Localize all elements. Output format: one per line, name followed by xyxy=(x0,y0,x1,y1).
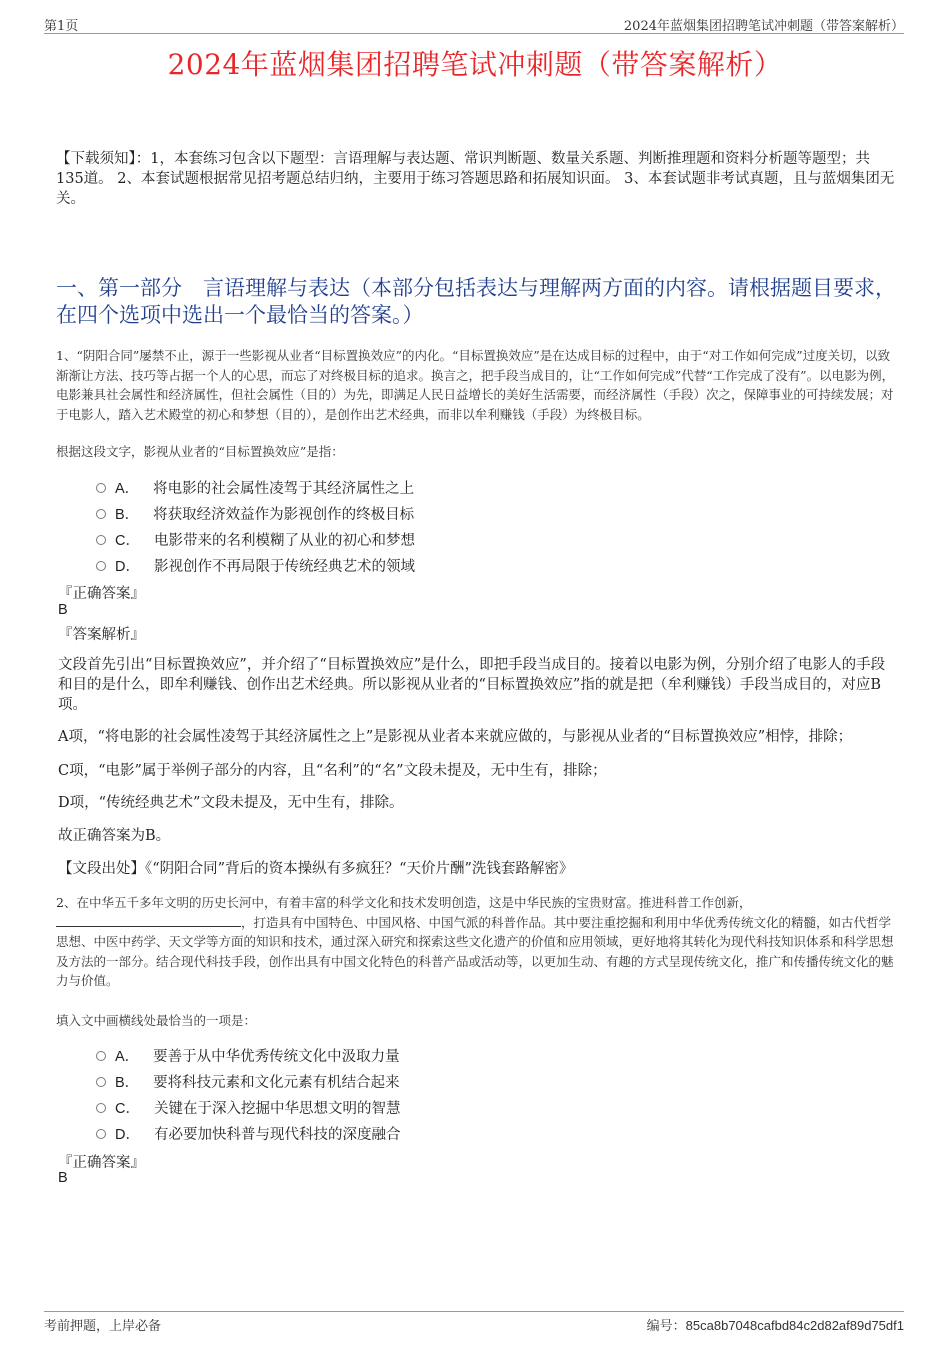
q2-option-a[interactable]: A． 要善于从中华优秀传统文化中汲取力量 xyxy=(96,1045,400,1066)
page-footer xyxy=(44,1311,904,1332)
q1-answer: B xyxy=(58,602,68,618)
q2-passage: 2、在中华五千多年文明的历史长河中，有着丰富的科学文化和技术发明创造，这是中华民族的宝贵财富。推进科普工作创新，，打造具有中国特色、中国风格、中国气派的科普作品。其中要注重挖掘和利用中华优秀传统文化的精髓，如古代哲学思想、中医中药学、天文学等方面的知识和技术，通过深入研究和探索这些文化遗产的价值和应用领域，更好地将其转化为现代科技知识体系和科学思想及方法的一部分。结合现代科技手段，创作出具有中国文化特色的科普产品或活动等，以更加生动、有趣的方式呈现传统文化，推广和传播传统文化的魅力与价值。 xyxy=(56,895,894,988)
q1-analysis-option-c: C项，“电影”属于举例子部分的内容，且“名利”的“名”文段未提及，无中生有，排除； xyxy=(58,763,607,779)
page-header xyxy=(44,13,904,34)
q1-analysis-conclusion: 故正确答案为B。 xyxy=(58,828,171,844)
q2-option-c[interactable]: C． 关键在于深入挖掘中华思想文明的智慧 xyxy=(96,1097,400,1118)
q1-option-c[interactable]: C． 电影带来的名利模糊了从业的初心和梦想 xyxy=(96,529,415,550)
q1-analysis-paragraph: 文段首先引出“目标置换效应”，并介绍了“目标置换效应”是什么，即把手段当成目的。接着以电影为例，分别介绍了电影人的手段和目的是什么，即牟利赚钱、创作出艺术经典。所以影视从业者的“目标置换效应”指的就是把（牟利赚钱）手段当成目的，对应B项。 xyxy=(58,657,886,713)
q1-source: 【文段出处】《“阴阳合同”背后的资本操纵有多疯狂？“天价片酬”洗钱套路解密》 xyxy=(58,861,574,877)
radio-icon[interactable] xyxy=(96,509,106,519)
radio-icon[interactable] xyxy=(96,535,106,545)
download-notice: 【下载须知】：1，本套练习包含以下题型：言语理解与表达题、常识判断题、数量关系题、判断推理题和资料分析题等题型；共135道。 2、本套试题根据常见招考题总结归纳，主要用于练习答题思路和拓展知识面。 3、本套试题非考试真题，且与蓝烟集团无关。 xyxy=(56,151,895,207)
q1-option-a[interactable]: A． 将电影的社会属性凌驾于其经济属性之上 xyxy=(96,477,414,498)
header-doc-title: 2024年蓝烟集团招聘笔试冲刺题（带答案解析） xyxy=(623,19,904,34)
radio-icon[interactable] xyxy=(96,561,106,571)
q2-question: 填入文中画横线处最恰当的一项是： xyxy=(56,1013,257,1028)
radio-icon[interactable] xyxy=(96,483,106,493)
q1-analysis-option-d: D项，“传统经典艺术”文段未提及，无中生有，排除。 xyxy=(58,795,404,811)
q2-option-b[interactable]: B． 要将科技元素和文化元素有机结合起来 xyxy=(96,1071,400,1092)
q1-option-b[interactable]: B． 将获取经济效益作为影视创作的终极目标 xyxy=(96,503,414,524)
q1-analysis-label: 『答案解析』 xyxy=(58,627,145,643)
q2-answer: B xyxy=(58,1170,68,1186)
radio-icon[interactable] xyxy=(96,1077,106,1087)
q1-analysis-option-a: A项，“将电影的社会属性凌驾于其经济属性之上”是影视从业者本来就应做的，与影视从业者的“目标置换效应”相悖，排除； xyxy=(58,729,853,745)
section-heading: 一、第一部分 言语理解与表达（本部分包括表达与理解两方面的内容。请根据题目要求，在四个选项中选出一个最恰当的答案。） xyxy=(56,276,896,327)
q1-question: 根据这段文字，影视从业者的“目标置换效应”是指： xyxy=(56,444,344,459)
footer-slogan: 考前押题，上岸必备 xyxy=(44,1319,162,1334)
radio-icon[interactable] xyxy=(96,1103,106,1113)
q1-option-d[interactable]: D． 影视创作不再局限于传统经典艺术的领域 xyxy=(96,555,415,576)
q2-answer-label: 『正确答案』 xyxy=(58,1155,145,1171)
page-number: 第1页 xyxy=(44,19,79,34)
q1-answer-label: 『正确答案』 xyxy=(58,586,145,602)
footer-code: 编号：85ca8b7048cafbd84c2d82af89d75df1 xyxy=(646,1318,904,1334)
fill-blank[interactable] xyxy=(56,914,241,927)
radio-icon[interactable] xyxy=(96,1129,106,1139)
page-title: 2024年蓝烟集团招聘笔试冲刺题（带答案解析） xyxy=(167,48,783,81)
radio-icon[interactable] xyxy=(96,1051,106,1061)
q1-passage: 1、“阴阳合同”屡禁不止，源于一些影视从业者“目标置换效应”的内化。“目标置换效应”是在达成目标的过程中，由于“对工作如何完成”过度关切，以致渐渐让方法、技巧等占据一个人的心思，而忘了对终极目标的追求。换言之，把手段当成目的，让“工作如何完成”代替“工作完成了没有”。以电影为例，电影兼具社会属性和经济属性，但社会属性（目的）为先，即满足人民日益增长的美好生活需要，而经济属性（手段）次之，保障事业的可持续发展；对于电影人，踏入艺术殿堂的初心和梦想（目的），是创作出艺术经典，而非以牟利赚钱（手段）为终极目标。 xyxy=(56,348,895,422)
q2-option-d[interactable]: D． 有必要加快科普与现代科技的深度融合 xyxy=(96,1123,400,1144)
